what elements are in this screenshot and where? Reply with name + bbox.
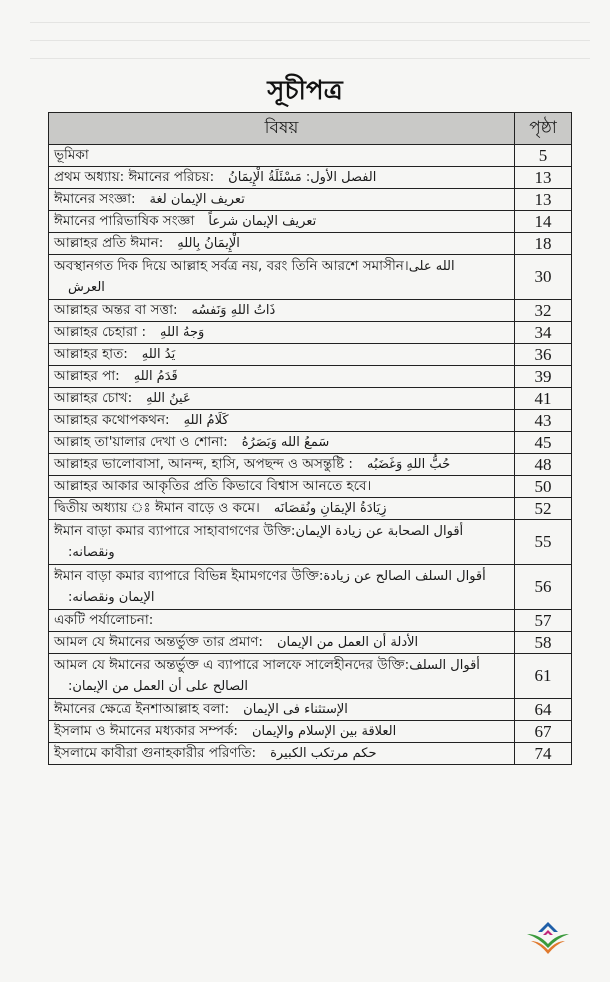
page-number: 67 [515,721,572,743]
topic-cell [49,632,515,654]
topic-cell [49,233,515,255]
page-number: 50 [515,476,572,498]
page-number: 74 [515,743,572,765]
topic-cell [49,344,515,366]
table-row [49,498,572,520]
topic-arabic: يَدُ اللهِ [141,347,176,362]
table-row [49,432,572,454]
page-title: সূচীপত্র [267,76,343,106]
topic-cell [49,189,515,211]
table-row [49,454,572,476]
topic-arabic: الإستثناء فى الإيمان [243,702,348,717]
table-row [49,520,572,565]
logo-green-book [527,934,569,948]
topic-arabic: الله على العرش [68,259,455,295]
topic-bengali: আল্লাহর অন্তর বা সত্তা: [54,302,178,318]
topic-cell [49,520,515,565]
topic-cell [49,255,515,300]
page-number: 43 [515,410,572,432]
table-row [49,189,572,211]
topic-bengali: দ্বিতীয় অধ্যায় ঃ ঈমান বাড়ে ও কমে। [54,500,260,516]
topic-cell [49,432,515,454]
topic-bengali: আমল যে ঈমানের অন্তর্ভুক্ত তার প্রমাণ: [54,634,263,650]
topic-cell [49,322,515,344]
topic-cell [49,145,515,167]
topic-cell [49,721,515,743]
topic-bengali: ইসলামে কাবীরা গুনাহকারীর পরিণতি: [54,745,257,761]
table-row [49,344,572,366]
topic-bengali: একটি পর্যালোচনা: [54,612,154,628]
table-row [49,388,572,410]
topic-arabic: الفصل الأول: مَسْئَلَةُ الْإِيمَانُ [228,170,377,185]
topic-bengali: আল্লাহর চেহারা : [54,324,147,340]
topic-arabic: حكم مرتكب الكبيرة [270,746,377,761]
topic-arabic: وَجهُ اللهِ [160,325,205,340]
topic-cell [49,388,515,410]
topic-bengali: আল্লাহর কথোপকথন: [54,412,170,428]
topic-cell [49,699,515,721]
page-number: 45 [515,432,572,454]
topic-cell [49,167,515,189]
table-row [49,476,572,498]
topic-bengali: ঈমান বাড়া কমার ব্যাপারে বিভিন্ন ইমামগণের উক্তি: [54,568,324,584]
table-row [49,145,572,167]
topic-arabic: عَينُ اللهِ [146,391,191,406]
topic-cell [49,366,515,388]
topic-arabic: سَمعُ الله وَبَصَرُهُ [241,435,330,450]
logo-magenta-chevron [543,930,553,935]
topic-bengali: আল্লাহর পা: [54,368,120,384]
topic-bengali: ইসলাম ও ঈমানের মধ্যকার সম্পর্ক: [54,723,238,739]
table-row [49,743,572,765]
page-number: 18 [515,233,572,255]
table-row [49,211,572,233]
table-row [49,167,572,189]
topic-arabic: الْإِيمَانُ بِاللهِ [177,236,240,251]
topic-cell [49,410,515,432]
page-number: 39 [515,366,572,388]
topic-bengali: আল্লাহ তা'য়ালার দেখা ও শোনা: [54,434,228,450]
publisher-logo [525,920,571,956]
topic-cell [49,454,515,476]
table-of-contents [48,112,572,765]
page-number: 61 [515,654,572,699]
topic-cell [49,476,515,498]
topic-arabic: تعريف الإيمان لغة [149,192,245,207]
topic-arabic: تعريف الإيمان شرعاً [208,214,317,229]
topic-arabic: قَدَمُ اللهِ [133,369,178,384]
topic-arabic: ذَاتُ اللهِ وَنَفسُه [191,303,276,318]
page-number: 64 [515,699,572,721]
page-number: 52 [515,498,572,520]
topic-bengali: আল্লাহর ভালোবাসা, আনন্দ, হাসি, অপছন্দ ও অসন্তুষ্টি : [54,456,353,472]
page-number: 34 [515,322,572,344]
header-page: পৃষ্ঠা [515,113,572,145]
topic-bengali: আল্লাহর আকার আকৃতির প্রতি কিভাবে বিশ্বাস আনতে হবে। [54,478,372,494]
topic-bengali: অবস্থানগত দিক দিয়ে আল্লাহ সর্বত্র নয়, বরং তিনি আরশে সমাসীন। [54,258,409,274]
topic-arabic: أقوال الصحابة عن زيادة الإيمان ونقصانه: [68,524,464,560]
table-row [49,322,572,344]
table-row [49,610,572,632]
page-number: 5 [515,145,572,167]
topic-arabic: زِيَادَةُ الإيمَانِ ونُقصَانَه [273,501,387,516]
topic-bengali: ঈমানের সংজ্ঞা: [54,191,136,207]
page-number: 56 [515,565,572,610]
topic-bengali: প্রথম অধ্যায়: ঈমানের পরিচয়: [54,169,215,185]
table-row [49,366,572,388]
topic-arabic: العلاقة بين الإسلام والإيمان [251,724,397,739]
topic-arabic: حُبُّ اللهِ وَغَضَبُه [366,457,451,472]
topic-bengali: আল্লাহর প্রতি ঈমান: [54,235,164,251]
topic-bengali: ঈমান বাড়া কমার ব্যাপারে সাহাবাগণের উক্তি: [54,523,296,539]
topic-cell [49,565,515,610]
topic-bengali: ঈমানের পারিভাষিক সংজ্ঞা [54,213,195,229]
topic-arabic: أقوال السلف الصالح على أن العمل من الإيمان: [68,658,480,694]
page-number: 58 [515,632,572,654]
page-number: 55 [515,520,572,565]
topic-arabic: أقوال السلف الصالح عن زيادة الإيمان ونقصانه: [68,569,486,605]
page-number: 13 [515,167,572,189]
page-number: 41 [515,388,572,410]
header-topic: বিষয় [49,113,515,145]
table-row [49,699,572,721]
table-row [49,255,572,300]
topic-cell [49,300,515,322]
table-row [49,654,572,699]
topic-cell [49,211,515,233]
topic-bengali: আমল যে ঈমানের অন্তর্ভুক্ত এ ব্যাপারে সালফে সালেহীনদের উক্তি: [54,657,410,673]
topic-bengali: ভূমিকা [54,147,89,163]
topic-cell [49,610,515,632]
topic-cell [49,654,515,699]
topic-bengali: আল্লাহর হাত: [54,346,128,362]
table-row [49,632,572,654]
page-number: 48 [515,454,572,476]
page-number: 30 [515,255,572,300]
table-row [49,233,572,255]
topic-cell [49,743,515,765]
table-row [49,300,572,322]
table-row [49,721,572,743]
topic-arabic: الأدلة أن العمل من الإيمان [276,635,419,650]
page-number: 14 [515,211,572,233]
table-row [49,565,572,610]
topic-bengali: ঈমানের ক্ষেত্রে ইনশাআল্লাহ বলা: [54,701,230,717]
page-number: 57 [515,610,572,632]
table-row [49,410,572,432]
table-header-row [49,113,572,145]
page-number: 32 [515,300,572,322]
topic-cell [49,498,515,520]
page-number: 13 [515,189,572,211]
page-number: 36 [515,344,572,366]
topic-bengali: আল্লাহর চোখ: [54,390,133,406]
topic-arabic: كَلَامُ اللهِ [183,413,229,428]
